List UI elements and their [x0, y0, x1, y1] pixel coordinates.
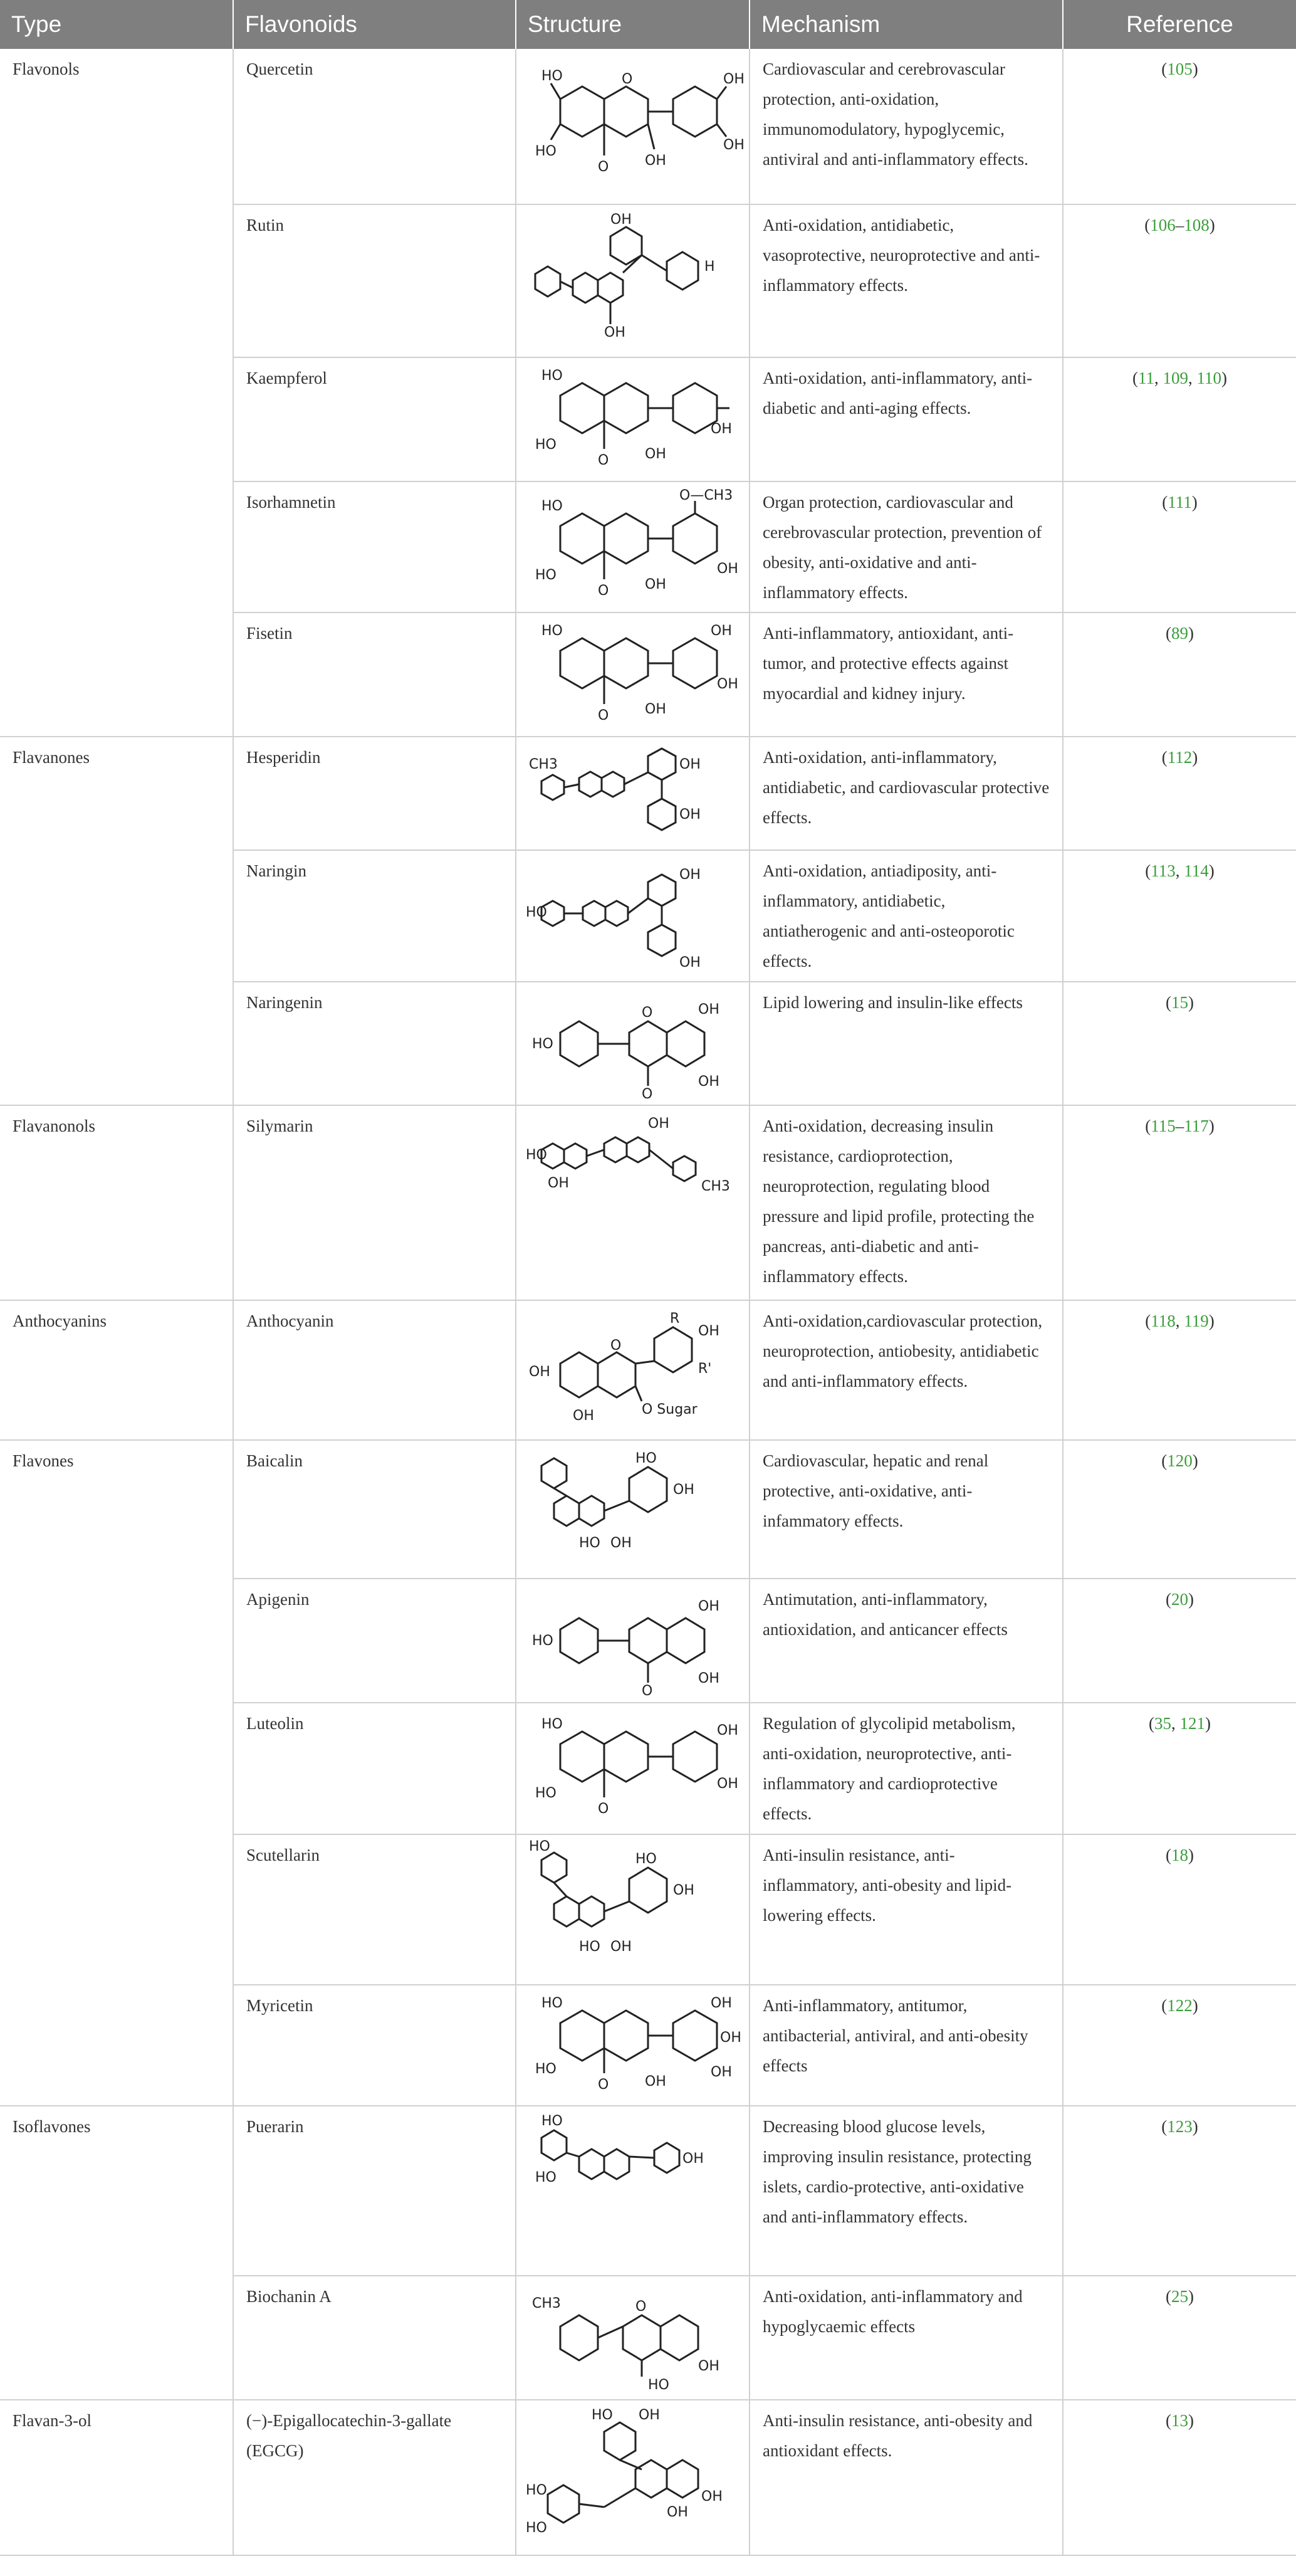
- svg-text:HO: HO: [579, 1939, 600, 1955]
- luteolin-structure: [523, 1710, 742, 1829]
- mechanism-cell: Anti-insulin resistance, anti-inflammatory, anti-obesity and lipid-lowering effects.: [750, 1834, 1063, 1985]
- reference-cell: (35, 121): [1063, 1703, 1296, 1834]
- mechanism-cell: Lipid lowering and insulin-like effects: [750, 982, 1063, 1105]
- flavonoid-name: Rutin: [233, 204, 516, 357]
- type-cell: Flavan-3-ol: [0, 2400, 233, 2555]
- svg-text:OH: OH: [645, 446, 666, 462]
- ref-link[interactable]: 25: [1171, 2287, 1188, 2306]
- svg-text:OH: OH: [679, 955, 701, 970]
- reference-cell: (112): [1063, 737, 1296, 850]
- ref-link[interactable]: 15: [1171, 993, 1188, 1012]
- type-cell: Flavanones: [0, 737, 233, 1105]
- svg-text:CH3: CH3: [529, 757, 558, 772]
- svg-text:HO: HO: [535, 437, 557, 453]
- type-cell: Isoflavones: [0, 2106, 233, 2400]
- ref-link[interactable]: 111: [1168, 493, 1192, 512]
- svg-text:HO: HO: [535, 2170, 557, 2185]
- isorhamnetin-structure: [523, 488, 742, 607]
- reference-cell: (13): [1063, 2400, 1296, 2555]
- svg-text:O: O: [610, 1338, 622, 1354]
- svg-text:OH: OH: [711, 421, 732, 437]
- svg-text:R: R: [670, 1311, 680, 1327]
- svg-text:OH: OH: [717, 561, 738, 577]
- svg-text:HO: HO: [541, 1716, 563, 1732]
- structure-cell: [516, 1985, 750, 2106]
- svg-text:OH: OH: [604, 325, 625, 340]
- header-structure: Structure: [516, 0, 750, 49]
- svg-text:HO: HO: [526, 2483, 547, 2498]
- quercetin-structure: [523, 55, 745, 193]
- flavonoid-name: Baicalin: [233, 1440, 516, 1579]
- ref-link[interactable]: 112: [1167, 748, 1193, 767]
- svg-text:HO: HO: [529, 1839, 550, 1854]
- myricetin-structure: [523, 1992, 742, 2101]
- structure-cell: [516, 1834, 750, 1985]
- reference-cell: (113, 114): [1063, 850, 1296, 982]
- mechanism-cell: Cardiovascular, hepatic and renal protective, anti-oxidative, anti-infammatory effects.: [750, 1440, 1063, 1579]
- structure-cell: [516, 737, 750, 850]
- ref-link[interactable]: 118: [1151, 1312, 1176, 1330]
- ref-link[interactable]: 115: [1151, 1117, 1176, 1135]
- svg-text:HO: HO: [535, 2061, 557, 2077]
- svg-text:OH: OH: [679, 807, 701, 823]
- mechanism-cell: Anti-oxidation, anti-inflammatory, antidiabetic, and cardiovascular protective effects.: [750, 737, 1063, 850]
- svg-text:HO: HO: [541, 623, 563, 639]
- svg-text:OH: OH: [717, 1723, 738, 1738]
- mechanism-cell: Anti-oxidation, anti-inflammatory, anti-diabetic and anti-aging effects.: [750, 357, 1063, 481]
- ref-link[interactable]: 113: [1151, 861, 1176, 880]
- svg-text:O: O: [598, 2077, 609, 2093]
- ref-link[interactable]: 114: [1184, 861, 1209, 880]
- svg-text:HO: HO: [541, 68, 563, 84]
- svg-text:OH: OH: [698, 1671, 719, 1686]
- biochanin-a-structure: [523, 2283, 742, 2395]
- reference-cell: (18): [1063, 1834, 1296, 1985]
- svg-text:HO: HO: [535, 567, 557, 583]
- svg-text:OH: OH: [723, 137, 745, 153]
- header-flavonoids: Flavonoids: [233, 0, 516, 49]
- svg-text:O: O: [635, 2299, 647, 2315]
- svg-text:O—CH3: O—CH3: [679, 488, 733, 503]
- svg-text:HO: HO: [635, 1851, 657, 1867]
- svg-text:OH: OH: [573, 1408, 594, 1424]
- header-row: [0, 0, 1296, 49]
- svg-text:O: O: [598, 583, 609, 599]
- reference-cell: (89): [1063, 612, 1296, 737]
- mechanism-cell: Regulation of glycolipid metabolism, anti-oxidation, neuroprotective, anti-inflammatory and cardioprotective effects.: [750, 1703, 1063, 1834]
- mechanism-cell: Organ protection, cardiovascular and cerebrovascular protection, prevention of obesity, anti-oxidative and anti-inflammatory effects.: [750, 481, 1063, 612]
- scutellarin-structure: [523, 1841, 742, 1979]
- svg-text:OH: OH: [717, 1776, 738, 1792]
- type-cell: Anthocyanins: [0, 1300, 233, 1440]
- mechanism-cell: Antimutation, anti-inflammatory, antioxidation, and anticancer effects: [750, 1579, 1063, 1703]
- svg-text:O: O: [642, 1086, 653, 1102]
- mechanism-cell: Decreasing blood glucose levels, improving insulin resistance, protecting islets, cardio-protective, anti-oxidative and anti-inflammatory effects.: [750, 2106, 1063, 2276]
- ref-link[interactable]: 20: [1171, 1590, 1188, 1609]
- svg-text:O: O: [598, 708, 609, 723]
- svg-text:OH: OH: [645, 577, 666, 592]
- reference-cell: (11, 109, 110): [1063, 357, 1296, 481]
- naringin-structure: [523, 857, 742, 976]
- svg-text:OH: OH: [720, 2030, 741, 2046]
- ref-link[interactable]: 110: [1196, 369, 1221, 387]
- ref-link[interactable]: 123: [1167, 2117, 1193, 2136]
- structure-cell: [516, 850, 750, 982]
- svg-text:OH: OH: [698, 1599, 719, 1614]
- svg-text:HO: HO: [532, 1633, 553, 1649]
- apigenin-structure: [523, 1585, 742, 1698]
- flavonoid-name: Naringenin: [233, 982, 516, 1105]
- structure-cell: [516, 1579, 750, 1703]
- svg-text:OH: OH: [723, 71, 745, 87]
- flavonoid-name: Silymarin: [233, 1105, 516, 1300]
- structure-cell: [516, 481, 750, 612]
- svg-text:HO: HO: [532, 1036, 553, 1052]
- svg-text:O: O: [622, 71, 633, 87]
- ref-link[interactable]: 11: [1138, 369, 1154, 387]
- svg-text:O Sugar: O Sugar: [642, 1402, 698, 1417]
- svg-text:OH: OH: [648, 1116, 669, 1132]
- flavonoid-name: Anthocyanin: [233, 1300, 516, 1440]
- svg-text:OH: OH: [667, 2505, 688, 2520]
- type-cell: Flavones: [0, 1440, 233, 2106]
- ref-link[interactable]: 119: [1184, 1312, 1209, 1330]
- mechanism-cell: Anti-oxidation, antiadiposity, anti-inflammatory, antidiabetic, antiatherogenic and anti-osteoporotic effects.: [750, 850, 1063, 982]
- svg-text:O: O: [598, 453, 609, 468]
- ref-link[interactable]: 89: [1171, 624, 1188, 643]
- reference-cell: (122): [1063, 1985, 1296, 2106]
- flavonoid-name: Biochanin A: [233, 2276, 516, 2400]
- mechanism-cell: Anti-oxidation, decreasing insulin resistance, cardioprotection, neuroprotection, regulating blood pressure and lipid profile, protecting the pancreas, anti-diabetic and anti-inflammatory effects.: [750, 1105, 1063, 1300]
- reference-cell: (115–117): [1063, 1105, 1296, 1300]
- svg-text:OH: OH: [639, 2407, 660, 2423]
- mechanism-cell: Anti-inflammatory, antioxidant, anti-tumor, and protective effects against myocardial and kidney injury.: [750, 612, 1063, 737]
- flavonoid-name: Scutellarin: [233, 1834, 516, 1985]
- svg-text:H: H: [704, 259, 715, 275]
- svg-text:OH: OH: [711, 1995, 732, 2011]
- fisetin-structure: [523, 619, 742, 732]
- flavonoid-name: Apigenin: [233, 1579, 516, 1703]
- svg-text:O: O: [642, 1005, 653, 1021]
- svg-text:HO: HO: [648, 2377, 669, 2393]
- svg-text:HO: HO: [579, 1535, 600, 1551]
- header-type: Type: [0, 0, 233, 49]
- svg-text:HO: HO: [526, 905, 547, 920]
- reference-cell: (25): [1063, 2276, 1296, 2400]
- reference-cell: (118, 119): [1063, 1300, 1296, 1440]
- reference-cell: (120): [1063, 1440, 1296, 1579]
- svg-text:OH: OH: [610, 1939, 632, 1955]
- svg-text:HO: HO: [526, 2520, 547, 2536]
- ref-link[interactable]: 13: [1171, 2411, 1188, 2430]
- flavonoid-name: Hesperidin: [233, 737, 516, 850]
- svg-text:OH: OH: [711, 2064, 732, 2080]
- structure-cell: [516, 982, 750, 1105]
- svg-text:OH: OH: [717, 676, 738, 692]
- svg-text:OH: OH: [679, 867, 701, 883]
- svg-text:OH: OH: [711, 623, 732, 639]
- flavonoid-name: Puerarin: [233, 2106, 516, 2276]
- svg-text:OH: OH: [698, 1323, 719, 1339]
- table-row: [0, 49, 1296, 204]
- ref-link[interactable]: 109: [1163, 369, 1188, 387]
- ref-link[interactable]: 35: [1154, 1714, 1171, 1733]
- reference-cell: (105): [1063, 49, 1296, 204]
- svg-text:HO: HO: [541, 498, 563, 514]
- svg-text:HO: HO: [541, 368, 563, 384]
- svg-text:OH: OH: [610, 212, 632, 228]
- svg-text:OH: OH: [701, 2489, 723, 2505]
- mechanism-cell: Cardiovascular and cerebrovascular protection, anti-oxidation, immunomodulatory, hypoglycemic, antiviral and anti-inflammatory effects.: [750, 49, 1063, 204]
- svg-text:CH3: CH3: [532, 2296, 561, 2311]
- svg-text:HO: HO: [535, 144, 557, 159]
- reference-cell: (123): [1063, 2106, 1296, 2276]
- baicalin-structure: [523, 1447, 742, 1572]
- flavonoid-name: Fisetin: [233, 612, 516, 737]
- rutin-structure: [523, 211, 742, 349]
- structure-cell: [516, 612, 750, 737]
- reference-cell: (106–108): [1063, 204, 1296, 357]
- flavonoid-name: Quercetin: [233, 49, 516, 204]
- type-cell: Flavonols: [0, 49, 233, 737]
- reference-cell: (15): [1063, 982, 1296, 1105]
- flavonoid-name: Luteolin: [233, 1703, 516, 1834]
- svg-text:HO: HO: [592, 2407, 613, 2423]
- structure-cell: [516, 357, 750, 481]
- svg-text:OH: OH: [645, 2074, 666, 2090]
- svg-text:OH: OH: [548, 1175, 569, 1191]
- ref-link[interactable]: 106: [1150, 216, 1176, 234]
- structure-cell: [516, 49, 750, 204]
- structure-cell: [516, 1703, 750, 1834]
- ref-link[interactable]: 108: [1184, 216, 1210, 234]
- hesperidin-structure: [523, 744, 742, 847]
- mechanism-cell: Anti-oxidation, anti-inflammatory and hypoglycaemic effects: [750, 2276, 1063, 2400]
- type-cell: Flavanonols: [0, 1105, 233, 1300]
- svg-text:CH3: CH3: [701, 1179, 730, 1194]
- svg-text:OH: OH: [529, 1364, 550, 1380]
- svg-text:O: O: [598, 159, 609, 175]
- table-row: [0, 2106, 1296, 2276]
- structure-cell: [516, 2276, 750, 2400]
- mechanism-cell: Anti-inflammatory, antitumor, antibacterial, antiviral, and anti-obesity effects: [750, 1985, 1063, 2106]
- svg-text:O: O: [642, 1683, 653, 1699]
- kaempferol-structure: [523, 364, 742, 477]
- svg-text:OH: OH: [698, 1074, 719, 1090]
- svg-text:OH: OH: [698, 2358, 719, 2374]
- svg-text:OH: OH: [645, 702, 666, 717]
- svg-text:R': R': [698, 1361, 712, 1377]
- svg-text:HO: HO: [541, 2113, 563, 2129]
- mechanism-cell: Anti-oxidation, antidiabetic, vasoprotective, neuroprotective and anti-inflammatory effects.: [750, 204, 1063, 357]
- silymarin-structure: [523, 1112, 742, 1238]
- ref-link[interactable]: 122: [1167, 1996, 1193, 2015]
- svg-text:HO: HO: [526, 1147, 547, 1163]
- flavonoid-name: Naringin: [233, 850, 516, 982]
- reference-cell: (20): [1063, 1579, 1296, 1703]
- svg-text:OH: OH: [673, 1883, 694, 1898]
- flavonoid-name: Myricetin: [233, 1985, 516, 2106]
- flavonoid-name: (−)-Epigallocatechin-3-gallate (EGCG): [233, 2400, 516, 2555]
- table-row: [0, 2400, 1296, 2555]
- svg-text:OH: OH: [679, 757, 701, 772]
- flavonoid-name: Isorhamnetin: [233, 481, 516, 612]
- ref-link[interactable]: 120: [1167, 1451, 1193, 1470]
- ref-link[interactable]: 117: [1184, 1117, 1209, 1135]
- mechanism-cell: Anti-insulin resistance, anti-obesity and antioxidant effects.: [750, 2400, 1063, 2555]
- structure-cell: [516, 1440, 750, 1579]
- structure-cell: [516, 204, 750, 357]
- table-row: [0, 1440, 1296, 1579]
- structure-cell: [516, 2106, 750, 2276]
- header-mechanism: Mechanism: [750, 0, 1063, 49]
- ref-link[interactable]: 18: [1171, 1846, 1188, 1864]
- mechanism-cell: Anti-oxidation,cardiovascular protection, neuroprotection, antiobesity, antidiabetic and anti-inflammatory effects.: [750, 1300, 1063, 1440]
- egcg-structure: [523, 2407, 742, 2545]
- svg-text:OH: OH: [698, 1002, 719, 1017]
- flavonoid-name: Kaempferol: [233, 357, 516, 481]
- table-row: [0, 1300, 1296, 1440]
- header-reference: Reference: [1063, 0, 1296, 49]
- structure-cell: [516, 2400, 750, 2555]
- table-row: [0, 1105, 1296, 1300]
- structure-cell: [516, 1300, 750, 1440]
- naringenin-structure: [523, 989, 742, 1101]
- reference-cell: (111): [1063, 481, 1296, 612]
- puerarin-structure: [523, 2113, 742, 2226]
- svg-text:OH: OH: [673, 1482, 694, 1498]
- table-row: [0, 737, 1296, 850]
- svg-text:OH: OH: [610, 1535, 632, 1551]
- svg-text:O: O: [598, 1801, 609, 1817]
- ref-link[interactable]: 121: [1179, 1714, 1205, 1733]
- svg-text:HO: HO: [541, 1995, 563, 2011]
- svg-text:OH: OH: [645, 153, 666, 169]
- svg-text:HO: HO: [535, 1785, 557, 1801]
- structure-cell: [516, 1105, 750, 1300]
- ref-link[interactable]: 105: [1167, 60, 1193, 78]
- anthocyanin-structure: [523, 1307, 742, 1433]
- svg-text:HO: HO: [635, 1451, 657, 1466]
- svg-text:OH: OH: [682, 2151, 704, 2167]
